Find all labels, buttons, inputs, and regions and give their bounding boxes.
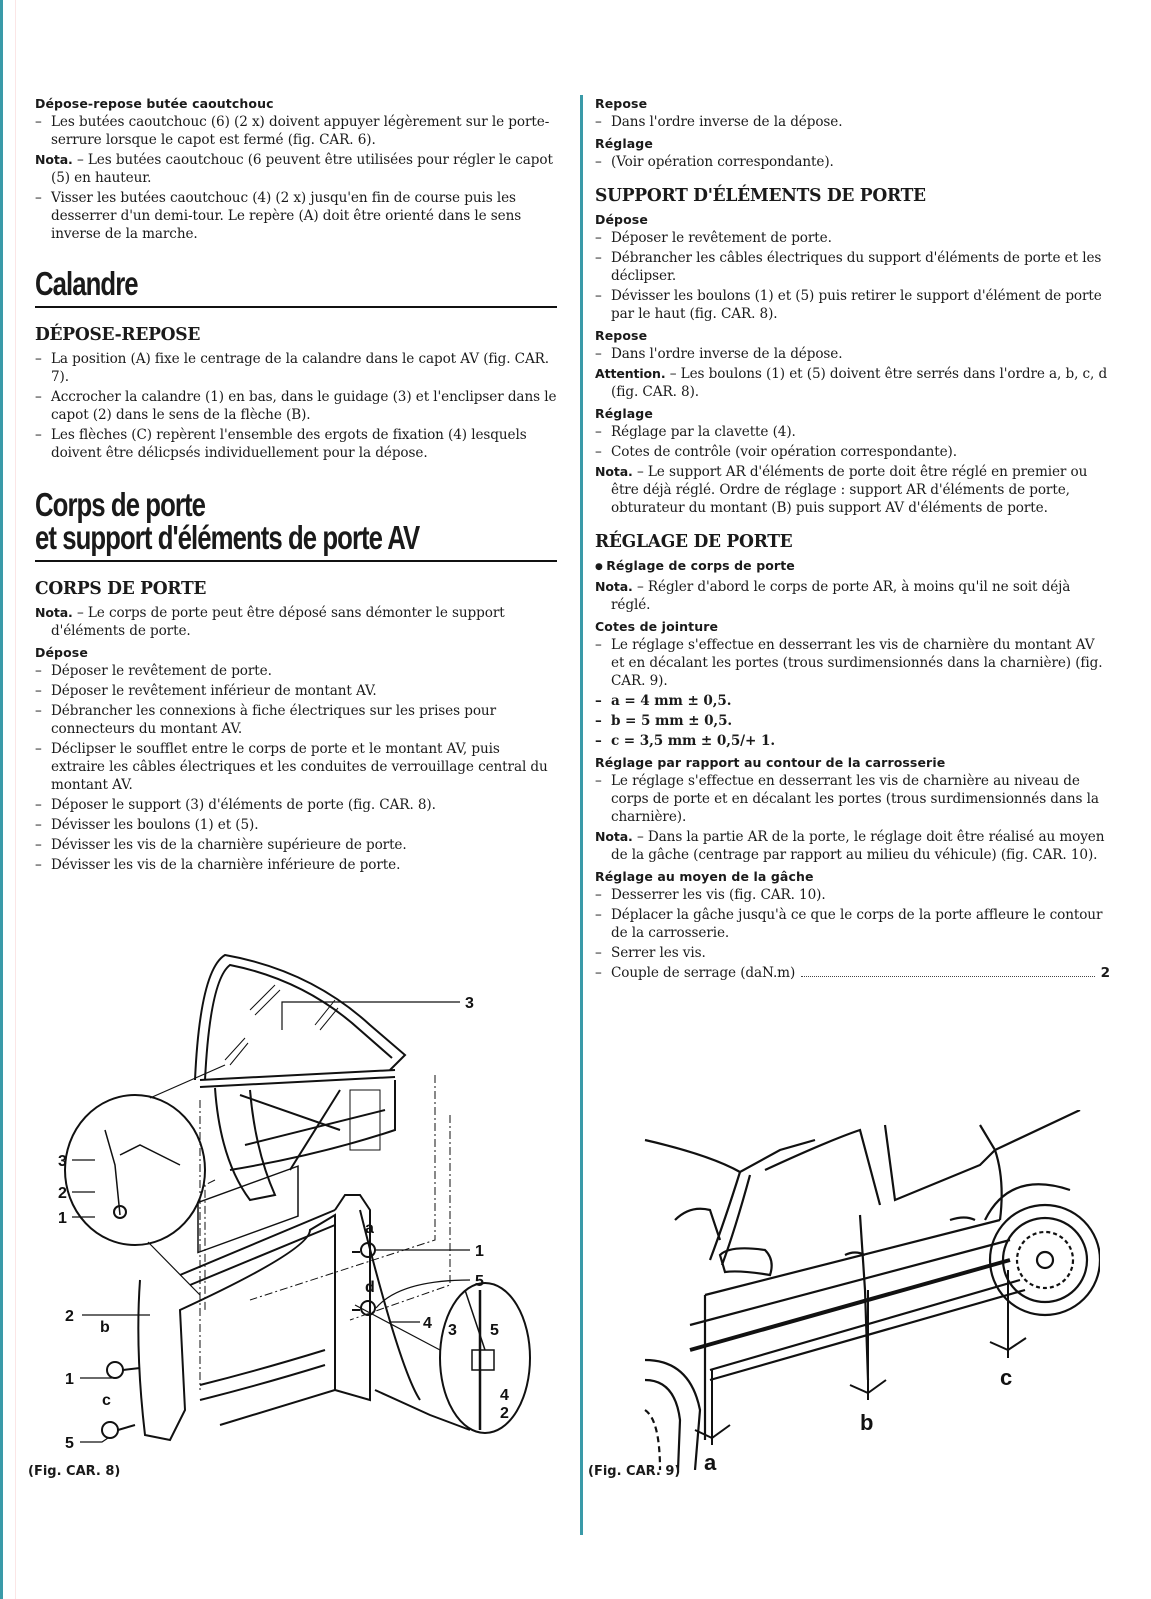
heading-corps-de-porte: CORPS DE PORTE <box>35 578 207 599</box>
list-item: – Déposer le revêtement inférieur de montant AV. <box>35 682 557 700</box>
list-item: – Le réglage s'effectue en desserrant les vis de charnière au niveau de corps de porte et en décalant les portes (trous surdimensionnés dans la charnière). <box>595 772 1110 826</box>
figure-door-exploded <box>40 930 540 1450</box>
nota-butee <box>35 151 557 187</box>
page-margin-line <box>15 0 16 1599</box>
list-item: – Cotes de contrôle (voir opération correspondante). <box>595 443 1110 461</box>
nota-reglage <box>595 578 1110 614</box>
subheading-depose: Dépose <box>35 645 88 660</box>
list-item: – Débrancher les câbles électriques du support d'éléments de porte et les déclipser. <box>595 249 1110 285</box>
nota-label: Nota. <box>35 605 73 620</box>
subheading-contour: Réglage par rapport au contour de la carrosserie <box>595 755 946 770</box>
list-item: – (Voir opération correspondante). <box>595 153 1110 171</box>
callout-a: a <box>365 1220 374 1237</box>
nota-corps <box>35 604 557 640</box>
nota-label: Nota. <box>595 464 633 479</box>
list-item: – Le réglage s'effectue en desserrant les vis de charnière du montant AV et en décalant les portes (trous surdimensionnés dans la charnière) (fig. CAR. 9). <box>595 636 1110 690</box>
section-title-corps-line1: Corps de porte <box>35 486 205 523</box>
nota-support <box>595 463 1110 517</box>
section-title-calandre: Calandre <box>35 265 138 302</box>
subheading-repose: Repose <box>595 96 648 111</box>
callout-a: a <box>704 1450 717 1470</box>
callout-3: 3 <box>448 1322 457 1339</box>
list-item: – Desserrer les vis (fig. CAR. 10). <box>595 886 1110 904</box>
subheading-repose: Repose <box>595 328 648 343</box>
list-item: – Dans l'ordre inverse de la dépose. <box>595 345 1110 363</box>
callout-c: c <box>102 1392 111 1409</box>
nota-text: – Dans la partie AR de la porte, le réglage doit être réalisé au moyen de la gâche (centrage par rapport au milieu du véhicule) (fig. CAR. 10). <box>611 829 1105 863</box>
list-item: – Déplacer la gâche jusqu'à ce que le corps de la porte affleure le contour de la carrosserie. <box>595 906 1110 942</box>
torque-label: – Couple de serrage (daN.m) <box>611 965 796 981</box>
nota-text: – Les butées caoutchouc (6 peuvent être utilisées pour régler le capot (5) en hauteur. <box>51 152 553 186</box>
subheading-gache: Réglage au moyen de la gâche <box>595 869 814 884</box>
attention-note <box>595 365 1110 401</box>
torque-value: 2 <box>1100 965 1110 981</box>
callout-5: 5 <box>475 1273 484 1290</box>
list-item: – Dévisser les boulons (1) et (5) puis retirer le support d'élément de porte par le haut (fig. CAR. 8). <box>595 287 1110 323</box>
subheading-depose: Dépose <box>595 212 648 227</box>
right-column <box>595 95 1110 982</box>
roof-line <box>645 1140 815 1172</box>
list-item: – Réglage par la clavette (4). <box>595 423 1110 441</box>
spec-c: – c = 3,5 mm ± 0,5/+ 1. <box>595 732 1110 750</box>
list-item: – Dévisser les vis de la charnière supérieure de porte. <box>35 836 557 854</box>
callout-1: 1 <box>58 1210 67 1227</box>
callout-4: 4 <box>423 1315 432 1332</box>
list-item: – Déposer le support (3) d'éléments de porte (fig. CAR. 8). <box>35 796 557 814</box>
list-item: – Dévisser les boulons (1) et (5). <box>35 816 557 834</box>
callout-c: c <box>1000 1365 1013 1390</box>
title-rule <box>35 560 557 562</box>
nota-label: Nota. <box>595 579 633 594</box>
subheading-reglage: Réglage <box>595 406 653 421</box>
list-item: – Dévisser les vis de la charnière inférieure de porte. <box>35 856 557 874</box>
title-rule <box>35 306 557 308</box>
list-item: – Les butées caoutchouc (6) (2 x) doivent appuyer légèrement sur le porte-serrure lorsque le capot est fermé (fig. CAR. 6). <box>35 113 557 149</box>
callout-b: b <box>860 1410 874 1435</box>
list-item: – La position (A) fixe le centrage de la calandre dans le capot AV (fig. CAR. 7). <box>35 350 557 386</box>
callout-5: 5 <box>65 1435 74 1450</box>
section-title-corps-line2: et support d'éléments de porte AV <box>35 519 420 556</box>
nota-text: – Régler d'abord le corps de porte AR, à moins qu'il ne soit déjà réglé. <box>611 579 1071 613</box>
heading-support: SUPPORT D'ÉLÉMENTS DE PORTE <box>595 185 926 206</box>
door-body-outline <box>138 1215 335 1440</box>
figure-car-side <box>630 1110 1100 1470</box>
callout-2: 2 <box>500 1405 509 1422</box>
list-item: – Visser les butées caoutchouc (4) (2 x) jusqu'en fin de course puis les desserrer d'un demi-tour. Le repère (A) doit être orienté dans le sens inverse de la marche. <box>35 189 557 243</box>
nota-label: Nota. <box>595 829 633 844</box>
figure-caption-car9: (Fig. CAR. 9) <box>588 1464 681 1479</box>
spec-b: – b = 5 mm ± 0,5. <box>595 712 1110 730</box>
callout-3: 3 <box>58 1153 67 1170</box>
list-item: – Accrocher la calandre (1) en bas, dans le guidage (3) et l'enclipser dans le capot (2) dans le sens de la flèche (B). <box>35 388 557 424</box>
nota-text: – Le corps de porte peut être déposé sans démonter le support d'éléments de porte. <box>51 605 505 639</box>
window-frame-outline <box>195 955 405 1080</box>
figure-caption-car8: (Fig. CAR. 8) <box>28 1464 121 1479</box>
list-item: – Serrer les vis. <box>595 944 1110 962</box>
detail-circle-clip <box>440 1283 530 1433</box>
attention-text: – Les boulons (1) et (5) doivent être serrés dans l'ordre a, b, c, d (fig. CAR. 8). <box>611 366 1108 400</box>
callout-2: 2 <box>58 1185 67 1202</box>
column-divider <box>580 95 583 1535</box>
page-edge-bar <box>0 0 3 1599</box>
list-item: – Les flèches (C) repèrent l'ensemble des ergots de fixation (4) lesquels doivent être délicpsés individuellement pour la dépose. <box>35 426 557 462</box>
callout-1: 1 <box>475 1243 484 1260</box>
heading-reglage-porte: RÉGLAGE DE PORTE <box>595 531 793 552</box>
list-item: – Déposer le revêtement de porte. <box>595 229 1110 247</box>
nota-text: – Le support AR d'éléments de porte doit être réglé en premier ou être déjà réglé. Ordre de réglage : support AR d'éléments de porte, obturateur du montant (B) puis support AV d'éléments de porte. <box>611 464 1088 516</box>
callout-d: d <box>365 1279 375 1296</box>
callout-3: 3 <box>465 995 474 1012</box>
subheading-cotes: Cotes de jointure <box>595 619 719 634</box>
dot-leader <box>801 976 1094 977</box>
spec-a: – a = 4 mm ± 0,5. <box>595 692 1110 710</box>
list-item: – Déposer le revêtement de porte. <box>35 662 557 680</box>
heading-depose-repose: DÉPOSE-REPOSE <box>35 324 201 345</box>
torque-spec-row <box>595 964 1110 982</box>
subheading-reglage-corps: ● Réglage de corps de porte <box>595 557 1110 576</box>
list-item: – Déclipser le soufflet entre le corps de porte et le montant AV, puis extraire les câbles électriques et les conduites de verrouillage central du montant AV. <box>35 740 557 794</box>
attention-label: Attention. <box>595 366 666 381</box>
callout-4: 4 <box>500 1387 509 1404</box>
list-item: – Dans l'ordre inverse de la dépose. <box>595 113 1110 131</box>
callout-b: b <box>100 1319 110 1336</box>
nota-label: Nota. <box>35 152 73 167</box>
subheading-reglage: Réglage <box>595 136 653 151</box>
nota-contour <box>595 828 1110 864</box>
subheading-butee: Dépose-repose butée caoutchouc <box>35 96 274 111</box>
list-item: – Débrancher les connexions à fiche électriques sur les prises pour connecteurs du montant AV. <box>35 702 557 738</box>
callout-5: 5 <box>490 1322 499 1339</box>
left-column <box>35 95 557 874</box>
callout-1: 1 <box>65 1371 74 1388</box>
detail-circle-hinge <box>65 1095 205 1245</box>
callout-2: 2 <box>65 1308 74 1325</box>
